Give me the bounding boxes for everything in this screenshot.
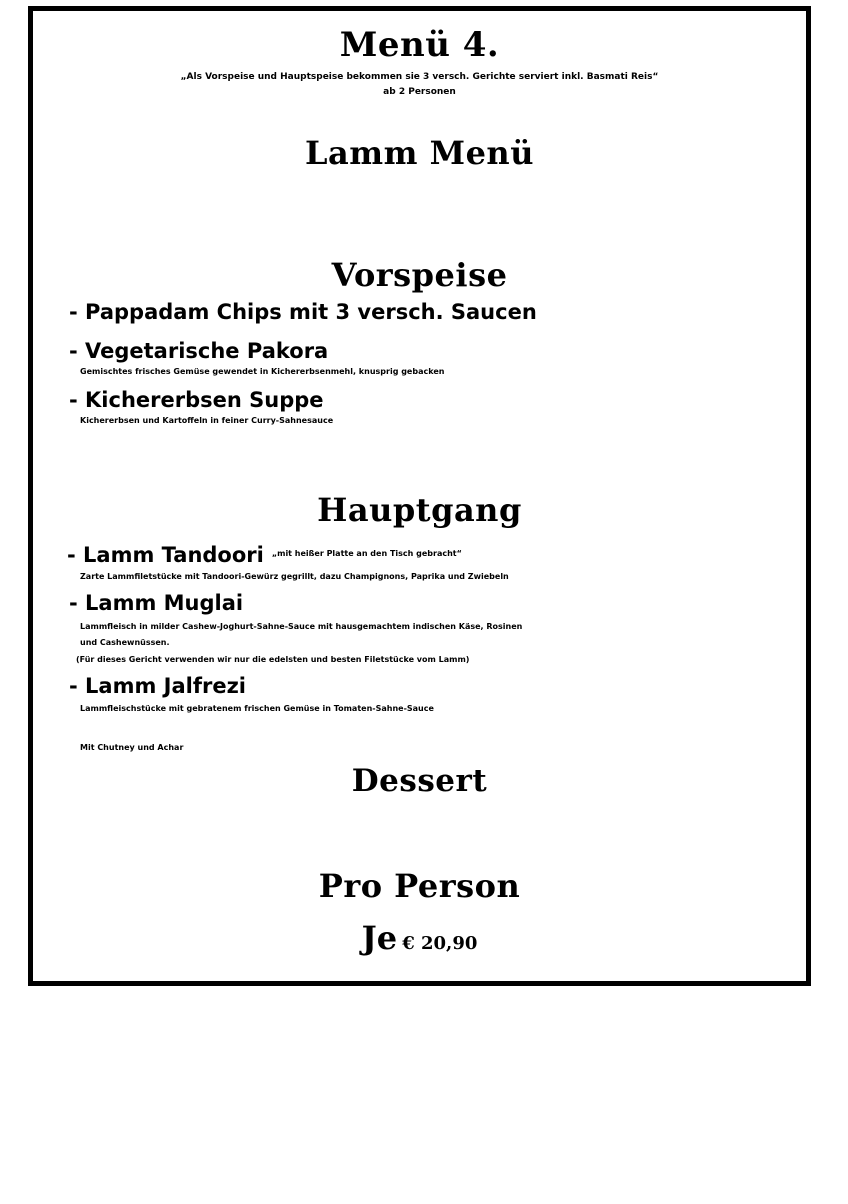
main-heading: Hauptgang	[317, 491, 522, 529]
per-person-heading: Pro Person	[318, 867, 521, 905]
menu-subtitle: „Als Vorspeise und Hauptspeise bekommen sie 3 versch. Gerichte serviert inkl. Basmati Reis“	[180, 72, 659, 82]
menu-frame	[28, 6, 811, 986]
main-item-tandoori	[67, 543, 462, 567]
starter-item-pakora: - Vegetarische Pakora	[69, 339, 329, 363]
price-value: € 20,90	[402, 933, 478, 954]
main-item-tandoori-desc: Zarte Lammfiletstücke mit Tandoori-Gewürz gegrillt, dazu Champignons, Paprika und Zwiebeln	[80, 572, 509, 581]
starter-item-pakora-desc: Gemischtes frisches Gemüse gewendet in Kichererbsenmehl, knusprig gebacken	[80, 367, 445, 376]
main-item-tandoori-note: „mit heißer Platte an den Tisch gebracht“	[271, 549, 462, 558]
main-item-muglai: - Lamm Muglai	[69, 591, 244, 615]
starter-heading: Vorspeise	[331, 256, 508, 294]
starter-item-pappadam: - Pappadam Chips mit 3 versch. Saucen	[69, 300, 537, 324]
starter-item-suppe: - Kichererbsen Suppe	[69, 388, 324, 412]
menu-name: Lamm Menü	[305, 134, 534, 172]
menu-title: Menü 4.	[339, 25, 500, 65]
main-item-jalfrezi: - Lamm Jalfrezi	[69, 674, 246, 698]
starter-item-suppe-desc: Kichererbsen und Kartoffeln in feiner Curry-Sahnesauce	[80, 416, 334, 425]
menu-subtitle-persons: ab 2 Personen	[383, 87, 456, 97]
dessert-heading: Dessert	[351, 763, 488, 799]
price-line	[33, 919, 806, 957]
main-item-jalfrezi-desc: Lammfleischstücke mit gebratenem frischen Gemüse in Tomaten-Sahne-Sauce	[80, 704, 434, 713]
main-item-tandoori-name: - Lamm Tandoori	[67, 543, 264, 567]
main-item-muglai-desc-2: und Cashewnüssen.	[80, 638, 170, 647]
main-item-muglai-desc: Lammfleisch in milder Cashew-Joghurt-Sahne-Sauce mit hausgemachtem indischen Käse, Rosinen	[80, 622, 523, 631]
price-prefix: Je	[361, 919, 398, 957]
main-footnote: Mit Chutney und Achar	[80, 743, 184, 752]
main-item-muglai-note: (Für dieses Gericht verwenden wir nur die edelsten und besten Filetstücke vom Lamm)	[76, 655, 470, 664]
